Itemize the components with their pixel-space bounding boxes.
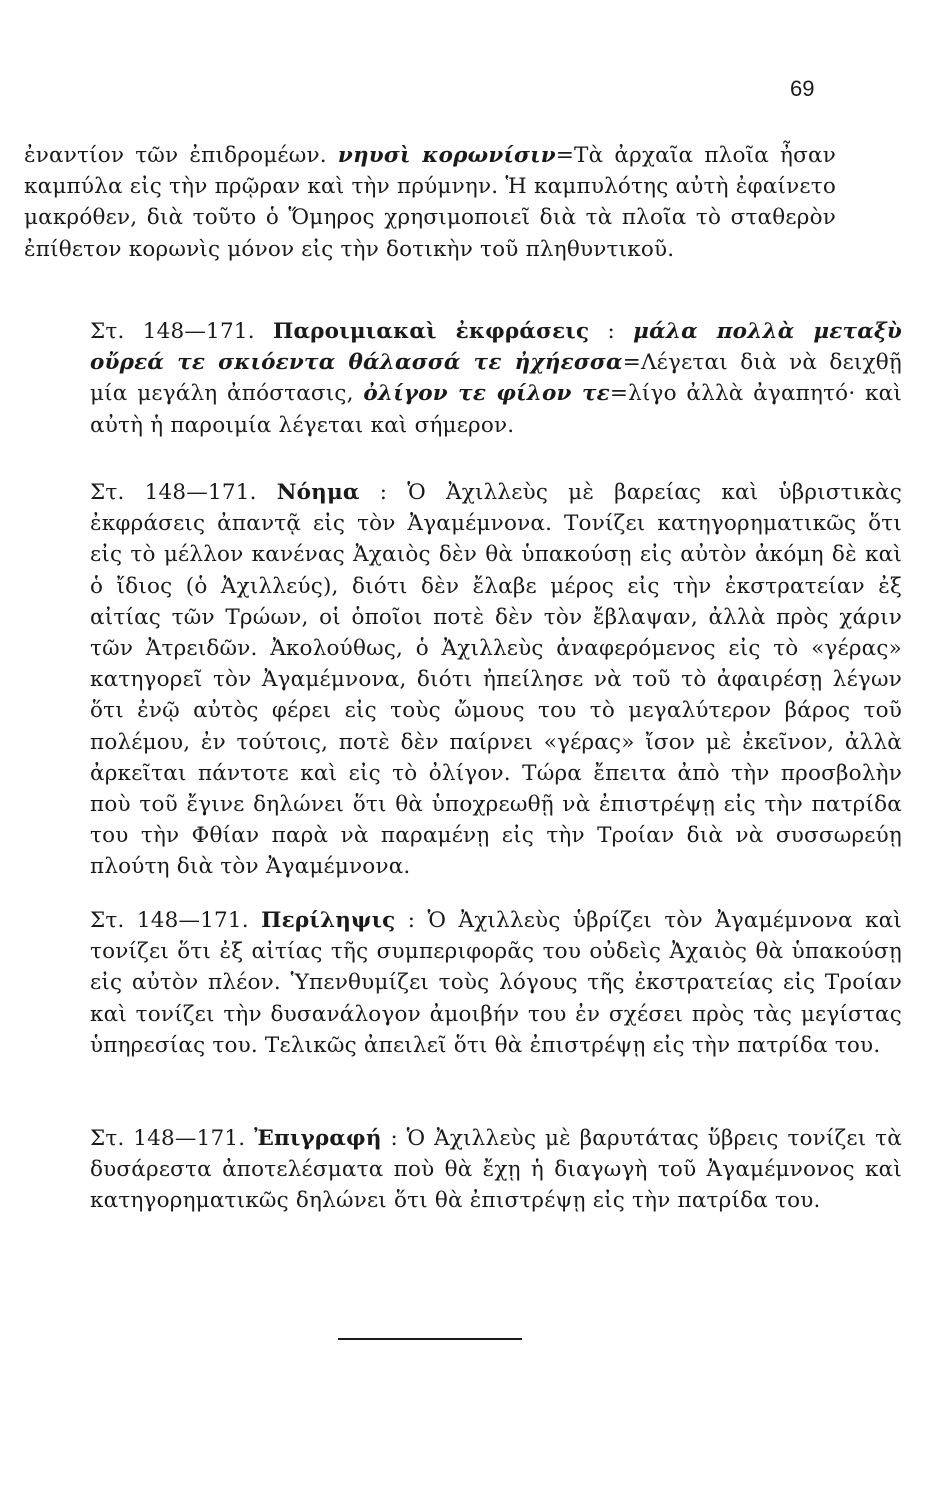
section-heading: Ἐπιγραφή xyxy=(254,1126,382,1151)
body-text: =Τὰ ἀρχαῖα πλοῖα ἦσαν καμπύλα εἰς τὴν πρῷραν καὶ τὴν πρύμνην. Ἡ καμπυλότης αὐτὴ ἐφαίνετο μακρόθεν, διὰ τοῦτο ὁ Ὅμηρος χρησιμοποιεῖ διὰ τὰ πλοῖα τὸ σταθερὸν ἐπίθετον κορωνὶς μόνον εἰς τὴν δοτικὴν τοῦ πληθυντικοῦ. xyxy=(24,143,836,262)
paragraph-ships-note xyxy=(24,140,836,265)
page-number: 69 xyxy=(790,76,815,101)
quoted-phrase: ὀλίγον τε φίλον τε xyxy=(363,381,610,407)
quoted-phrase: μάλα πολλὰ μεταξὺ οὔρεά τε σκιόεντα θάλασσά τε ἠχήεσσα xyxy=(90,319,903,376)
section-heading: Νόημα xyxy=(276,480,360,505)
body-text: =λίγο ἀλλὰ ἀγαπητό· καὶ αὐτὴ ἡ παροιμία λέγεται καὶ σήμερον. xyxy=(90,381,903,438)
body-text: =Λέγεται διὰ νὰ δειχθῇ μία μεγάλη ἀπόστασις, xyxy=(90,350,902,407)
section-heading: Παροιμιακαὶ ἐκφράσεις xyxy=(272,319,590,344)
paragraph-meaning xyxy=(24,477,902,883)
body-text: : Ὁ Ἀχιλλεὺς μὲ βαρυτάτας ὕβρεις τονίζει τὰ δυσάρεστα ἀποτελέσματα ποὺ θὰ ἔχῃ ἡ διαγωγὴ τοῦ Ἀγαμέμνονος καὶ κατηγορηματικῶς δηλώνει ὅτι θὰ ἐπιστρέψῃ εἰς τὴν πατρίδα του. xyxy=(90,1126,902,1214)
paragraph-summary xyxy=(24,905,902,1061)
verse-reference: Στ. 148—171. xyxy=(90,319,273,344)
body-text: : Ὁ Ἀχιλλεὺς μὲ βαρείας καὶ ὑβριστικὰς ἐκφράσεις ἀπαντᾷ εἰς τὸν Ἀγαμέμνονα. Τονίζει κατηγορηματικῶς ὅτι εἰς τὸ μέλλον κανένας Ἀχαιὸς δὲν θὰ ὑπακούσῃ εἰς αὐτὸν ἀκόμη δὲ καὶ ὁ ἴδιος (ὁ Ἀχιλλεύς), διότι δὲν ἔλαβε μέρος εἰς τὴν ἐκστρατείαν ἐξ αἰτίας τῶν Τρώων, οἱ ὁποῖοι ποτὲ δὲν τὸν ἔβλαψαν, ἀλλὰ πρὸς χάριν τῶν Ἀτρειδῶν. Ἀκολούθως, ὁ Ἀχιλλεὺς ἀναφερόμενος εἰς τὸ «γέρας» κατηγορεῖ τὸν Ἀγαμέμνονα, διότι ἠπείλησε νὰ τοῦ τὸ ἀφαιρέσῃ λέγων ὅτι ἐνῷ αὐτὸς φέρει εἰς τοὺς ὤμους του τὸ μεγαλύτερον βάρος τοῦ πολέμου, ἐν τούτοις, ποτὲ δὲν παίρνει «γέρας» ἴσον μὲ ἐκεῖνον, ἀλλὰ ἀρκεῖται πάντοτε καὶ εἰς τὸ ὀλίγον. Τώρα ἔπειτα ἀπὸ τὴν προσβολὴν ποὺ τοῦ ἔγινε δηλώνει ὅτι θὰ ὑποχρεωθῇ νὰ ἐπιστρέψῃ εἰς τὴν πατρίδα του τὴν Φθίαν παρὰ νὰ παραμένῃ εἰς τὴν Τροίαν διὰ νὰ συσσωρεύῃ πλούτη διὰ τὸν Ἀγαμέμνονα. xyxy=(90,480,903,880)
verse-reference: Στ. 148—171. xyxy=(90,908,262,933)
paragraph-proverbial-expressions xyxy=(24,316,902,441)
verse-reference: Στ. 148—171. xyxy=(90,480,277,505)
body-text: : Ὁ Ἀχιλλεὺς ὑβρίζει τὸν Ἀγαμέμνονα καὶ τονίζει ὅτι ἐξ αἰτίας τῆς συμπεριφορᾶς του οὐδεὶς Ἀχαιὸς θὰ ὑπακούσῃ εἰς αὐτὸν πλέον. Ὑπενθυμίζει τοὺς λόγους τῆς ἐκστρατείας εἰς Τροίαν καὶ τονίζει τὴν δυσανάλογον ἀμοιβήν του ἐν σχέσει πρὸς τὰς μεγίστας ὑπηρεσίας του. Τελικῶς ἀπειλεῖ ὅτι θὰ ἐπιστρέψῃ εἰς τὴν πατρίδα του. xyxy=(90,908,903,1058)
verse-reference: Στ. 148—171. xyxy=(90,1126,255,1151)
section-heading: Περίληψις xyxy=(261,908,396,933)
footer-rule xyxy=(338,1338,522,1340)
body-text: ἐναντίον τῶν ἐπιδρομέων. xyxy=(24,143,338,168)
paragraph-title xyxy=(24,1123,902,1217)
quoted-phrase: νηυσὶ κορωνίσιν xyxy=(337,143,556,168)
body-text: : xyxy=(589,319,634,344)
